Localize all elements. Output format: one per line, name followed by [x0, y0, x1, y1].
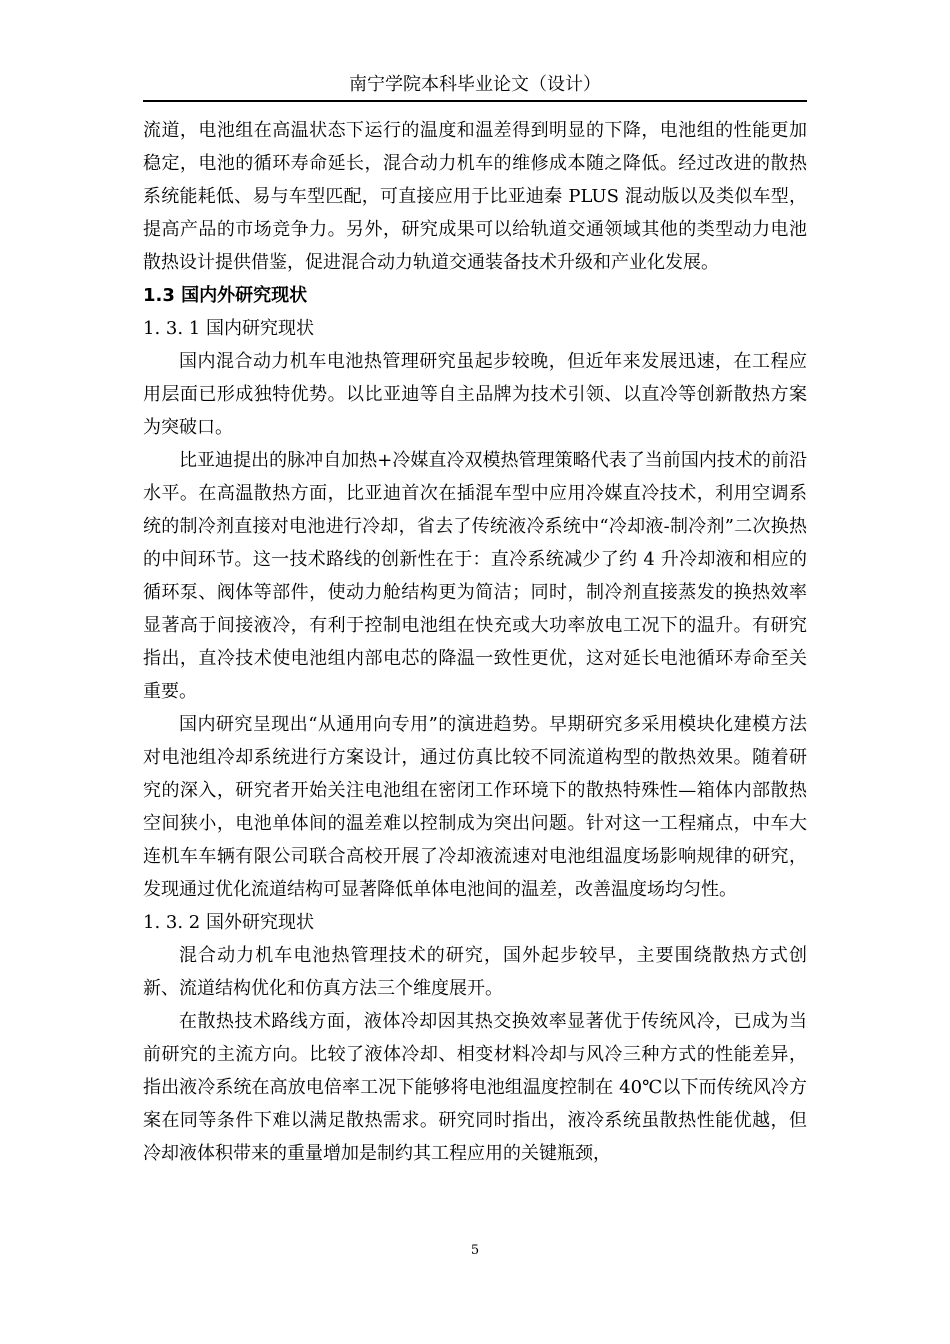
page-body	[143, 114, 807, 1170]
header-rule	[143, 100, 807, 102]
paragraph-domestic-2: 比亚迪提出的脉冲自加热+冷媒直冷双模热管理策略代表了当前国内技术的前沿水平。在高温散热方面，比亚迪首次在插混车型中应用冷媒直冷技术，利用空调系统的制冷剂直接对电池进行冷却，省去了传统液冷系统中“冷却液-制冷剂”二次换热的中间环节。这一技术路线的创新性在于：直冷系统减少了约 4 升冷却液和相应的循环泵、阀体等部件，使动力舱结构更为简洁；同时，制冷剂直接蒸发的换热效率显著高于间接液冷，有利于控制电池组在快充或大功率放电工况下的温升。有研究指出，直冷技术使电池组内部电芯的降温一致性更优，这对延长电池循环寿命至关重要。	[143, 450, 807, 702]
paragraph-foreign-1: 混合动力机车电池热管理技术的研究，国外起步较早，主要围绕散热方式创新、流道结构优化和仿真方法三个维度展开。	[143, 945, 807, 999]
page-header: 南宁学院本科毕业论文（设计）	[349, 74, 601, 95]
paragraph-continuation: 流道，电池组在高温状态下运行的温度和温差得到明显的下降，电池组的性能更加稳定，电池的循环寿命延长，混合动力机车的维修成本随之降低。经过改进的散热系统能耗低、易与车型匹配，可直接应用于比亚迪秦 PLUS 混动版以及类似车型，提高产品的市场竞争力。另外，研究成果可以给轨道交通领域其他的类型动力电池散热设计提供借鉴，促进混合动力轨道交通装备技术升级和产业化发展。	[143, 120, 807, 273]
paragraph-foreign-2: 在散热技术路线方面，液体冷却因其热交换效率显著优于传统风冷，已成为当前研究的主流方向。比较了液体冷却、相变材料冷却与风冷三种方式的性能差异，指出液冷系统在高放电倍率工况下能够将电池组温度控制在 40℃以下而传统风冷方案在同等条件下难以满足散热需求。研究同时指出，液冷系统虽散热性能优越，但冷却液体积带来的重量增加是制约其工程应用的关键瓶颈，	[143, 1011, 807, 1164]
paragraph-domestic-3: 国内研究呈现出“从通用向专用”的演进趋势。早期研究多采用模块化建模方法对电池组冷却系统进行方案设计，通过仿真比较不同流道构型的散热效果。随着研究的深入，研究者开始关注电池组在密闭工作环境下的散热特殊性—箱体内部散热空间狭小，电池单体间的温差难以控制成为突出问题。针对这一工程痛点，中车大连机车车辆有限公司联合高校开展了冷却液流速对电池组温度场影响规律的研究，发现通过优化流道结构可显著降低单体电池间的温差，改善温度场均匀性。	[143, 714, 807, 900]
subsection-heading-1-3-2: 1. 3. 2 国外研究现状	[143, 912, 314, 933]
paragraph-domestic-1: 国内混合动力机车电池热管理研究虽起步较晚，但近年来发展迅速，在工程应用层面已形成独特优势。以比亚迪等自主品牌为技术引领、以直冷等创新散热方案为突破口。	[143, 351, 807, 438]
page-number: 5	[470, 1243, 480, 1258]
section-heading-1-3: 1.3 国内外研究现状	[143, 285, 308, 306]
subsection-heading-1-3-1: 1. 3. 1 国内研究现状	[143, 318, 314, 339]
